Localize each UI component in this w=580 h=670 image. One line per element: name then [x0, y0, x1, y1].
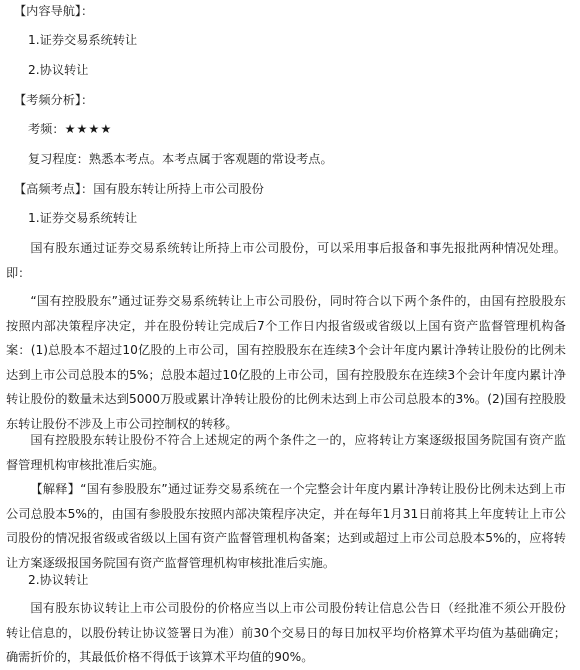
paragraph-1: 国有股东通过证券交易系统转让所持上市公司股份，可以采用事后报备和事先报批两种情况处理。即：: [6, 241, 566, 280]
hot-point: 【高频考点】：国有股东转让所持上市公司股份: [14, 182, 264, 196]
frequency-row: [28, 122, 580, 136]
frequency-stars-icon: ★★★★: [64, 122, 113, 136]
frequency-label: 考频：: [28, 122, 65, 136]
section2-title: 2.协议转让: [28, 573, 89, 587]
section1-title: 1.证券交易系统转让: [28, 211, 138, 225]
paragraph-5: 国有股东协议转让上市公司股份的价格应当以上市公司股份转让信息公告日（经批准不须公开股份转让信息的，以股份转让协议签署日为准）前30个交易日的每日加权平均价格算术平均值为基础确定；确需折价的，其最低价格不得低于该算术平均值的90%。: [6, 601, 566, 664]
paragraph-4-explanation: 【解释】“国有参股股东”通过证券交易系统在一个完整会计年度内累计净转让股份比例未达到上市公司总股本5%的，由国有参股股东按照内部决策程序决定，并在每年1月31日前将其上年度转让上市公司股份的情况报省级或省级以上国有资产监督管理机构备案；达到或超过上市公司总股本5%的，应将转让方案逐级报国务院国有资产监督管理机构审核批准后实施。: [6, 482, 566, 570]
paragraph-3: 国有控股股东转让股份不符合上述规定的两个条件之一的，应将转让方案逐级报国务院国有资产监督管理机构审核批准后实施。: [6, 433, 566, 472]
analysis-header: 【考频分析】：: [14, 93, 94, 107]
nav-item-1: 1.证券交易系统转让: [28, 33, 138, 47]
nav-header: 【内容导航】：: [14, 4, 94, 18]
paragraph-2: “国有控股股东”通过证券交易系统转让上市公司股份，同时符合以下两个条件的，由国有控股股东按照内部决策程序决定，并在股份转让完成后7个工作日内报省级或省级以上国有资产监督管理机构备案：(1)总股本不超过10亿股的上市公司，国有控股股东在连续3个会计年度内累计净转让股份的比例未达到上市公司总股本的5%；总股本超过10亿股的上市公司，国有控股股东在连续3个会计年度内累计净转让股份的数量未达到5000万股或累计净转让股份的比例未达到上市公司总股本的3%。(2)国有控股股东转让股份不涉及上市公司控制权的转移。: [6, 294, 566, 431]
review-text: 复习程度：熟悉本考点。本考点属于客观题的常设考点。: [28, 152, 333, 166]
nav-item-2: 2.协议转让: [28, 63, 89, 77]
